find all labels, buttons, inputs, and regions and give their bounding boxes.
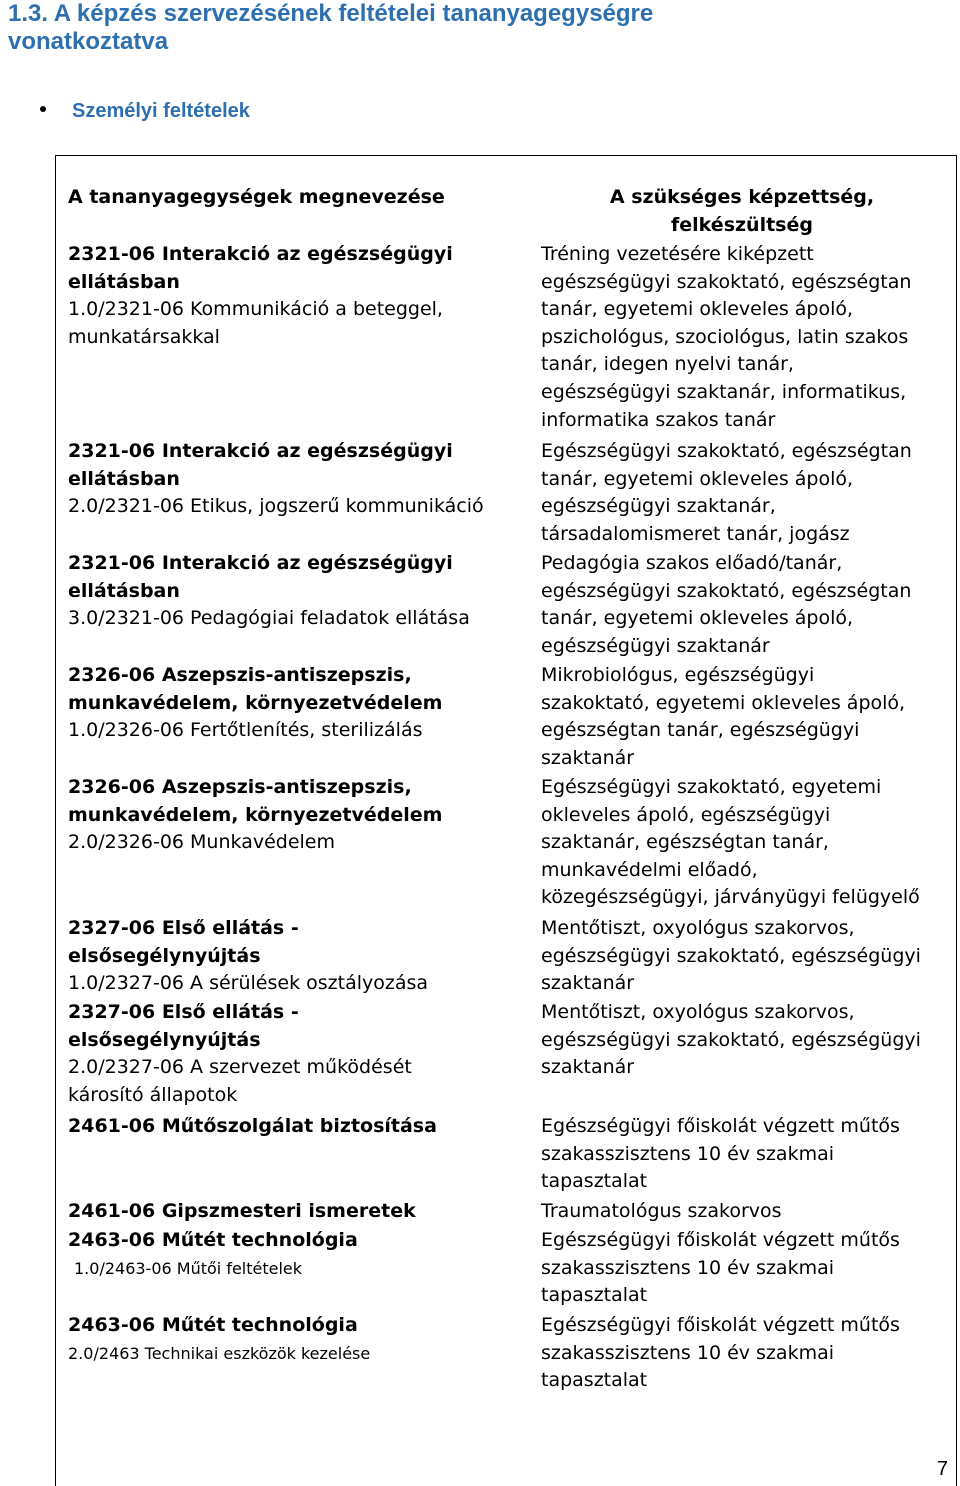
- requirement-line: egészségügyi szaktanár: [541, 634, 770, 657]
- requirement-line: társadalomismeret tanár, jogász: [541, 522, 850, 545]
- requirement-line: Mentőtiszt, oxyológus szakorvos,: [541, 1001, 855, 1023]
- header-left: A tananyagegységek megnevezése: [68, 186, 445, 208]
- requirement-line: szakasszisztens 10 év szakmai: [541, 1142, 835, 1165]
- requirement-line: tanár, idegen nyelvi tanár,: [541, 353, 794, 376]
- subunit-title: 2.0/2326-06 Munkavédelem: [68, 831, 335, 854]
- table-row-6-right: [541, 915, 956, 998]
- bullet-label: Személyi feltételek: [72, 100, 250, 122]
- subunit-title: 2.0/2321-06 Etikus, jogszerű kommunikáció: [68, 495, 484, 518]
- subunit-title: 1.0/2327-06 A sérülések osztályozása: [68, 972, 429, 995]
- unit-title: 2461-06 Műtőszolgálat biztosítása: [68, 1115, 437, 1137]
- table-row-9-left: [68, 1198, 528, 1226]
- table-row-3-left: [68, 550, 528, 633]
- unit-title: munkavédelem, környezetvédelem: [68, 803, 443, 826]
- unit-title: 2326-06 Aszepszis-antiszepszis,: [68, 776, 412, 798]
- requirement-line: egészségügyi szakoktató, egészségtan: [541, 270, 912, 293]
- table-row-2-right: [541, 438, 956, 548]
- unit-title: 2463-06 Műtét technológia: [68, 1314, 358, 1336]
- table-row-11-left: [68, 1312, 528, 1367]
- table-row-7-left: [68, 999, 528, 1109]
- requirement-line: informatika szakos tanár: [541, 408, 776, 431]
- bullet-icon: [40, 106, 46, 112]
- requirement-line: tapasztalat: [541, 1369, 648, 1392]
- requirement-line: tanár, egyetemi okleveles ápoló,: [541, 298, 854, 321]
- unit-title: 2327-06 Első ellátás -: [68, 917, 299, 939]
- requirement-line: Egészségügyi főiskolát végzett műtős: [541, 1115, 900, 1137]
- table-row-5-left: [68, 774, 528, 857]
- unit-title: 2461-06 Gipszmesteri ismeretek: [68, 1200, 416, 1222]
- subunit-title: károsító állapotok: [68, 1083, 238, 1106]
- requirement-line: szaktanár: [541, 1056, 635, 1079]
- unit-title: munkavédelem, környezetvédelem: [68, 691, 443, 714]
- requirement-line: Egészségügyi szakoktató, egészségtan: [541, 440, 912, 462]
- requirement-line: munkavédelmi előadó,: [541, 858, 758, 881]
- unit-title: 2321-06 Interakció az egészségügyi: [68, 440, 453, 462]
- table-row-8-left: [68, 1113, 528, 1141]
- requirement-line: egészségügyi szakoktató, egészségügyi: [541, 944, 921, 967]
- header-right: [541, 184, 943, 239]
- unit-title: elsősegélynyújtás: [68, 944, 261, 967]
- unit-title: 2463-06 Műtét technológia: [68, 1229, 358, 1251]
- header-right-line-1: A szükséges képzettség,: [609, 186, 875, 208]
- requirement-line: pszichológus, szociológus, latin szakos: [541, 325, 909, 348]
- subunit-title: 3.0/2321-06 Pedagógiai feladatok ellátása: [68, 607, 470, 630]
- unit-title: 2327-06 Első ellátás -: [68, 1001, 299, 1023]
- requirement-line: Traumatológus szakorvos: [541, 1200, 782, 1222]
- requirement-line: egészségügyi szaktanár, informatikus,: [541, 380, 907, 403]
- requirement-line: szakasszisztens 10 év szakmai: [541, 1341, 835, 1364]
- requirement-line: okleveles ápoló, egészségügyi: [541, 803, 831, 826]
- unit-title: ellátásban: [68, 579, 180, 602]
- requirement-line: egészségügyi szakoktató, egészségügyi: [541, 1028, 921, 1051]
- table-row-1-left: [68, 241, 528, 351]
- requirement-line: tanár, egyetemi okleveles ápoló,: [541, 607, 854, 630]
- unit-title: 2326-06 Aszepszis-antiszepszis,: [68, 664, 412, 686]
- requirement-line: szakasszisztens 10 év szakmai: [541, 1256, 835, 1279]
- table-row-6-left: [68, 915, 528, 998]
- table-row-5-right: [541, 774, 956, 912]
- section-heading: [8, 0, 908, 56]
- requirement-line: Egészségügyi főiskolát végzett műtős: [541, 1229, 900, 1251]
- requirement-line: egészségügyi szaktanár,: [541, 495, 776, 518]
- requirement-line: tanár, egyetemi okleveles ápoló,: [541, 467, 854, 490]
- table-row-3-right: [541, 550, 956, 660]
- table-row-9-right: [541, 1198, 956, 1226]
- unit-title: elsősegélynyújtás: [68, 1028, 261, 1051]
- unit-title: ellátásban: [68, 467, 180, 490]
- unit-title: 2321-06 Interakció az egészségügyi: [68, 552, 453, 574]
- requirement-line: Egészségügyi szakoktató, egyetemi: [541, 776, 882, 798]
- requirement-line: Egészségügyi főiskolát végzett műtős: [541, 1314, 900, 1336]
- table-row-7-right: [541, 999, 956, 1082]
- table-row-1-right: [541, 241, 956, 434]
- header-right-line-2: felkészültség: [671, 213, 813, 236]
- requirement-line: egészségtan tanár, egészségügyi: [541, 719, 860, 742]
- requirement-line: szakoktató, egyetemi okleveles ápoló,: [541, 691, 906, 714]
- table-row-4-left: [68, 662, 528, 745]
- page-number: 7: [936, 1458, 948, 1480]
- table-row-2-left: [68, 438, 528, 521]
- subunit-title: 1.0/2326-06 Fertőtlenítés, sterilizálás: [68, 719, 423, 742]
- requirement-line: tapasztalat: [541, 1170, 648, 1193]
- requirement-line: Tréning vezetésére kiképzett: [541, 243, 814, 265]
- table-row-10-left: [68, 1227, 528, 1282]
- subunit-title: 2.0/2327-06 A szervezet működését: [68, 1056, 412, 1079]
- unit-title: 2321-06 Interakció az egészségügyi: [68, 243, 453, 265]
- bullet-item: [40, 98, 250, 124]
- requirement-line: tapasztalat: [541, 1284, 648, 1307]
- table-row-4-right: [541, 662, 956, 772]
- requirement-line: szaktanár: [541, 972, 635, 995]
- heading-line-2: vonatkoztatva: [8, 28, 169, 55]
- requirement-line: Mikrobiológus, egészségügyi: [541, 664, 815, 686]
- requirement-line: szaktanár: [541, 746, 635, 769]
- requirement-line: szaktanár, egészségtan tanár,: [541, 831, 829, 854]
- heading-line-1: 1.3. A képzés szervezésének feltételei tananyagegységre: [8, 0, 654, 27]
- subunit-title: 1.0/2321-06 Kommunikáció a beteggel,: [68, 298, 443, 321]
- table-row-8-right: [541, 1113, 956, 1196]
- subunit-title: munkatársakkal: [68, 325, 220, 348]
- unit-title: ellátásban: [68, 270, 180, 293]
- table-row-11-right: [541, 1312, 956, 1395]
- requirement-line: Pedagógia szakos előadó/tanár,: [541, 552, 843, 574]
- requirement-line: közegészségügyi, járványügyi felügyelő: [541, 886, 920, 909]
- requirement-line: Mentőtiszt, oxyológus szakorvos,: [541, 917, 855, 939]
- subunit-title: 2.0/2463 Technikai eszközök kezelése: [68, 1343, 371, 1363]
- table-row-10-right: [541, 1227, 956, 1310]
- subunit-title: 1.0/2463-06 Műtői feltételek: [74, 1258, 303, 1278]
- requirement-line: egészségügyi szakoktató, egészségtan: [541, 579, 912, 602]
